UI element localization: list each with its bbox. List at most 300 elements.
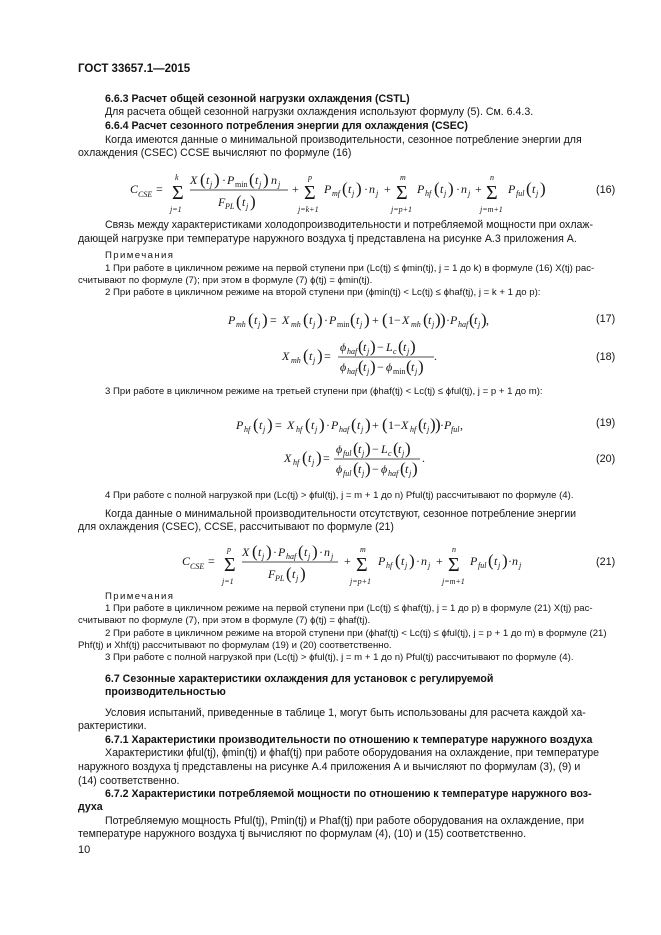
svg-text:(: (: [302, 448, 308, 467]
svg-text:t: t: [405, 462, 409, 476]
svg-text:): ): [250, 192, 256, 211]
svg-text:t: t: [356, 313, 360, 327]
svg-text:t: t: [348, 182, 352, 196]
svg-text:(: (: [342, 179, 348, 198]
svg-text:P: P: [228, 313, 236, 327]
svg-text:k: k: [175, 173, 179, 182]
svg-text:mh: mh: [411, 320, 421, 329]
equation-number: (19): [596, 417, 616, 429]
svg-text:n: n: [452, 545, 456, 554]
svg-text:t: t: [309, 313, 313, 327]
section-heading-6-6-4: 6.6.4 Расчет сезонного потребления энергии для охлаждения (CSEC): [105, 120, 468, 132]
svg-text:n: n: [461, 182, 467, 196]
svg-text:): ): [435, 415, 441, 434]
section-heading-6-6-3: 6.6.3 Расчет общей сезонной нагрузки охлаждения (CSTL): [105, 93, 410, 105]
svg-text:Σ: Σ: [448, 554, 460, 576]
svg-text:hf: hf: [425, 189, 432, 198]
section-heading-6-7-cont: производительностью: [105, 686, 226, 698]
svg-text:j: j: [468, 189, 471, 198]
svg-text:t: t: [357, 418, 361, 432]
paragraph-6-6-3: Для расчета общей сезонной нагрузки охлаждения используют формулу (5). См. 6.4.3.: [105, 106, 534, 118]
svg-text:n: n: [369, 182, 375, 196]
svg-text:j: j: [519, 561, 522, 570]
svg-text:j: j: [258, 320, 261, 329]
svg-text:X: X: [284, 451, 292, 465]
svg-text:j=m+1: j=m+1: [480, 205, 503, 214]
svg-text:j: j: [367, 367, 370, 376]
svg-text:hf: hf: [410, 425, 417, 434]
svg-text:t: t: [423, 418, 427, 432]
svg-text:.: .: [422, 451, 425, 465]
svg-text:j: j: [313, 320, 316, 329]
svg-text:(: (: [526, 179, 532, 198]
svg-text:CSE: CSE: [190, 562, 205, 571]
svg-text:ϕ: ϕ: [340, 340, 347, 354]
svg-text:=: =: [323, 451, 330, 465]
svg-text:j: j: [402, 449, 405, 458]
svg-text:j: j: [361, 425, 364, 434]
svg-text:t: t: [309, 349, 313, 363]
svg-text:X: X: [287, 418, 295, 432]
notes-title: Примечания: [105, 250, 175, 261]
svg-text:mh: mh: [291, 356, 301, 365]
formula-19: [236, 413, 466, 440]
svg-text:t: t: [428, 313, 432, 327]
paragraph-line: температуре наружного воздуха tj вычисляют по формулам (4), (10) и (15) соответственно.: [78, 828, 527, 840]
svg-text:(: (: [418, 415, 424, 434]
svg-text:j: j: [367, 347, 370, 356]
formula-16: [130, 168, 550, 219]
svg-text:j=p+1: j=p+1: [391, 205, 413, 214]
svg-text:): ): [266, 542, 272, 561]
svg-text:t: t: [363, 360, 367, 374]
svg-text:(: (: [423, 310, 429, 329]
svg-text:t: t: [308, 451, 312, 465]
svg-text:F: F: [218, 195, 226, 209]
svg-text:): ): [540, 179, 546, 198]
svg-text:): ): [365, 459, 371, 478]
svg-text:j: j: [405, 561, 408, 570]
svg-text:j=p+1: j=p+1: [350, 577, 372, 586]
svg-text:j: j: [407, 347, 410, 356]
svg-text:hf: hf: [386, 561, 393, 570]
svg-text:(: (: [434, 179, 440, 198]
section-heading-6-7: 6.7 Сезонные характеристики охлаждения для установок с регулируемой: [105, 673, 494, 685]
svg-text:t: t: [254, 313, 258, 327]
svg-text:t: t: [304, 545, 308, 559]
svg-text:(: (: [286, 564, 292, 583]
svg-text:+: +: [384, 182, 391, 196]
svg-text:(: (: [236, 192, 242, 211]
svg-text:(: (: [382, 415, 388, 434]
svg-text:P: P: [417, 182, 425, 196]
paragraph-line: (14) соответственно.: [78, 775, 180, 787]
svg-text:Σ: Σ: [304, 182, 316, 204]
svg-text:1−: 1−: [388, 418, 401, 432]
svg-text:t: t: [292, 567, 296, 581]
svg-text:m: m: [360, 545, 366, 554]
svg-text:P: P: [508, 182, 516, 196]
svg-text:·: ·: [319, 545, 323, 559]
svg-text:): ): [502, 551, 508, 570]
svg-text:t: t: [358, 462, 362, 476]
svg-text:): ): [364, 310, 370, 329]
paragraph-line: Когда имеются данные о минимальной производительности, сезонное потребление энергии для: [105, 134, 582, 146]
svg-text:ϕ: ϕ: [336, 462, 343, 476]
svg-text:CSE: CSE: [138, 190, 153, 199]
svg-text:L: L: [381, 442, 388, 456]
paragraph-line: Потребляемую мощность Pful(tj), Pmin(tj) и Phaf(tj) при работе оборудования на охлаждение, при: [105, 815, 585, 827]
svg-text:,: ,: [486, 313, 489, 327]
svg-text:(: (: [252, 542, 258, 561]
svg-text:(: (: [200, 170, 206, 189]
svg-text:P: P: [278, 545, 286, 559]
svg-text:): ): [365, 439, 371, 458]
svg-text:·: ·: [222, 173, 226, 187]
svg-text:+: +: [292, 182, 299, 196]
svg-text:,: ,: [460, 418, 463, 432]
svg-text:X: X: [242, 545, 250, 559]
svg-text:n: n: [490, 173, 494, 182]
svg-text:): ): [262, 310, 268, 329]
svg-text:·: ·: [508, 554, 512, 568]
equation-number: (17): [596, 313, 616, 325]
svg-text:+: +: [372, 418, 379, 432]
svg-text:=: =: [275, 418, 282, 432]
svg-text:j=k+1: j=k+1: [298, 205, 319, 214]
svg-text:t: t: [403, 340, 407, 354]
page-number: 10: [78, 844, 91, 856]
svg-text:haf: haf: [347, 367, 358, 376]
svg-text:): ): [435, 310, 441, 329]
svg-text:j: j: [278, 180, 281, 189]
svg-text:hf: hf: [244, 425, 251, 434]
svg-text:hf: hf: [293, 458, 300, 467]
svg-text:): ): [316, 448, 322, 467]
svg-text:(: (: [353, 439, 359, 458]
svg-text:): ): [300, 564, 306, 583]
svg-text:ϕ: ϕ: [386, 360, 393, 374]
svg-text:j: j: [262, 552, 265, 561]
svg-text:j: j: [478, 320, 481, 329]
formula-18: [282, 338, 442, 383]
svg-text:hf: hf: [296, 425, 303, 434]
svg-text:PL: PL: [225, 202, 235, 211]
svg-text:haf: haf: [458, 320, 469, 329]
svg-text:t: t: [494, 554, 498, 568]
svg-text:t: t: [255, 173, 259, 187]
document-header: ГОСТ 33657.1—2015: [78, 63, 191, 75]
paragraph-line: Характеристики ϕful(tj), ϕmin(tj) и ϕhaf(tj) при работе оборудования на охлаждение, при температуре: [105, 747, 600, 759]
svg-text:mh: mh: [291, 320, 301, 329]
svg-text:t: t: [363, 340, 367, 354]
svg-text:j: j: [409, 469, 412, 478]
svg-text:P: P: [236, 418, 244, 432]
svg-text:j: j: [312, 458, 315, 467]
formula-20: [284, 440, 434, 485]
svg-text:n: n: [421, 554, 427, 568]
svg-text:j: j: [313, 356, 316, 365]
paragraph-line: рактеристики.: [78, 720, 147, 732]
svg-text:(: (: [382, 310, 388, 329]
svg-text:): ): [356, 179, 362, 198]
svg-text:j: j: [362, 449, 365, 458]
svg-text:t: t: [258, 545, 262, 559]
svg-text:+: +: [372, 313, 379, 327]
svg-text:t: t: [411, 360, 415, 374]
svg-text:C: C: [182, 554, 191, 568]
svg-text:t: t: [532, 182, 536, 196]
svg-text:): ): [317, 310, 323, 329]
svg-text:(: (: [406, 357, 412, 376]
svg-text:): ): [440, 310, 446, 329]
note-line: Phf(tj) и Xhf(tj) рассчитывают по формулам (19) и (20) соответственно.: [78, 640, 392, 651]
svg-text:=: =: [324, 349, 331, 363]
svg-text:ϕ: ϕ: [381, 462, 388, 476]
svg-text:): ): [214, 170, 220, 189]
svg-text:haf: haf: [339, 425, 350, 434]
svg-text:+: +: [436, 554, 443, 568]
note-line: 4 При работе с полной нагрузкой при (Lc(tj) > ϕful(tj), j = m + 1 до n) Pful(tj) рассчитывают по формуле (4).: [105, 490, 574, 501]
svg-text:): ): [312, 542, 318, 561]
paragraph-line: Условия испытаний, приведенные в таблице 1, могут быть использованы для расчета каждой ха-: [105, 707, 586, 719]
svg-text:m: m: [400, 173, 406, 182]
paragraph-line: Связь между характеристиками холодопроизводительности и потребляемой мощности при охлаж-: [105, 219, 594, 231]
svg-text:(: (: [350, 310, 356, 329]
svg-text:j: j: [315, 425, 318, 434]
svg-text:j: j: [536, 189, 539, 198]
note-line: 2 При работе в цикличном режиме на второй ступени при (ϕmin(tj) < Lc(tj) ≤ ϕhaf(tj), j = k + 1 до p):: [105, 287, 541, 298]
svg-text:j: j: [308, 552, 311, 561]
svg-text:−: −: [372, 462, 379, 476]
svg-text:·: ·: [440, 418, 444, 432]
svg-text:·: ·: [324, 313, 328, 327]
svg-text:(: (: [395, 551, 401, 570]
svg-text:min: min: [393, 367, 406, 376]
svg-text:t: t: [206, 173, 210, 187]
svg-text:P: P: [331, 418, 339, 432]
svg-text:P: P: [227, 173, 235, 187]
svg-text:min: min: [235, 180, 248, 189]
svg-text:(: (: [353, 459, 359, 478]
section-heading-6-7-1: 6.7.1 Характеристики производительности по отношению к температуре наружного воздуха: [105, 734, 593, 746]
svg-text:): ): [263, 170, 269, 189]
svg-text:F: F: [268, 567, 276, 581]
svg-text:(: (: [298, 542, 304, 561]
paragraph-line: Когда данные о минимальной производительности отсутствуют, сезонное потребление энергии: [105, 508, 577, 520]
svg-text:L: L: [386, 340, 393, 354]
svg-text:X: X: [190, 173, 198, 187]
svg-text:): ): [370, 357, 376, 376]
svg-text:Σ: Σ: [486, 182, 498, 204]
svg-text:j: j: [360, 320, 363, 329]
svg-text:PL: PL: [275, 574, 285, 583]
svg-text:j=1: j=1: [170, 205, 182, 214]
formula-21: [182, 540, 522, 591]
svg-text:P: P: [470, 554, 478, 568]
svg-text:(: (: [249, 170, 255, 189]
svg-text:j: j: [362, 469, 365, 478]
svg-text:X: X: [282, 349, 290, 363]
svg-text:): ): [370, 337, 376, 356]
svg-text:(: (: [303, 346, 309, 365]
svg-text:Σ: Σ: [356, 554, 368, 576]
paragraph-line: охлаждения (CSEC) CCSE вычисляют по формуле (16): [78, 147, 352, 159]
note-line: 2 При работе в цикличном режиме на второй ступени при (ϕhaf(tj) < Lc(tj) ≤ ϕful(tj), j = p + 1 до m) в формуле (21): [105, 628, 607, 639]
svg-text:j: j: [376, 189, 379, 198]
svg-text:haf: haf: [347, 347, 358, 356]
svg-text:haf: haf: [286, 552, 297, 561]
svg-text:): ): [410, 337, 416, 356]
svg-text:): ): [319, 415, 325, 434]
svg-text:C: C: [130, 182, 139, 196]
svg-text:j: j: [415, 367, 418, 376]
svg-text:): ): [418, 357, 424, 376]
svg-text:ful: ful: [343, 449, 352, 458]
svg-text:j=1: j=1: [222, 577, 234, 586]
svg-text:−: −: [377, 360, 384, 374]
equation-number: (21): [596, 556, 616, 568]
svg-text:(: (: [303, 310, 309, 329]
svg-text:(: (: [358, 337, 364, 356]
svg-text:p: p: [227, 545, 231, 554]
svg-text:min: min: [337, 320, 350, 329]
svg-text:c: c: [388, 449, 392, 458]
svg-text:j: j: [352, 189, 355, 198]
svg-text:ϕ: ϕ: [340, 360, 347, 374]
svg-text:(: (: [400, 459, 406, 478]
svg-text:·: ·: [326, 418, 330, 432]
svg-text:P: P: [378, 554, 386, 568]
svg-text:): ): [317, 346, 323, 365]
svg-text:j: j: [428, 561, 431, 570]
svg-text:(: (: [248, 310, 254, 329]
paragraph-line: дающей нагрузке при температуре наружного воздуха tj представлена на рисунке А.3 приложения А.: [78, 233, 577, 245]
svg-text:): ): [481, 310, 487, 329]
svg-text:+: +: [475, 182, 482, 196]
svg-text:): ): [448, 179, 454, 198]
svg-text:ful: ful: [516, 189, 525, 198]
svg-text:t: t: [311, 418, 315, 432]
formula-17: [228, 308, 488, 335]
svg-text:t: t: [401, 554, 405, 568]
svg-text:Σ: Σ: [224, 554, 236, 576]
note-line: 1 При работе в цикличном режиме на первой ступени при (Lc(tj) ≤ ϕmin(tj), j = 1 до k) в формуле (16) X(tj) рас-: [105, 263, 595, 274]
equation-number: (20): [596, 453, 616, 465]
svg-text:t: t: [358, 442, 362, 456]
svg-text:·: ·: [273, 545, 277, 559]
note-line: 3 При работе с полной нагрузкой при (Lc(tj) > ϕful(tj), j = m + 1 до n) Pful(tj) рассчитывают по формуле (4).: [105, 652, 574, 663]
svg-text:): ): [365, 415, 371, 434]
paragraph-line: наружного воздуха tj представлены на рисунке А.4 приложения А и вычисляют по формулам (3), (9) и: [78, 761, 581, 773]
svg-text:P: P: [329, 313, 337, 327]
paragraph-line: для охлаждения (CSEC), CCSE, рассчитывают по формуле (21): [78, 521, 394, 533]
svg-text:t: t: [474, 313, 478, 327]
svg-text:j: j: [259, 180, 262, 189]
svg-text:c: c: [393, 347, 397, 356]
svg-text:j: j: [296, 574, 299, 583]
svg-text:(: (: [305, 415, 311, 434]
svg-text:): ): [430, 415, 436, 434]
svg-text:(: (: [488, 551, 494, 570]
svg-text:): ): [409, 551, 415, 570]
svg-text:j: j: [263, 425, 266, 434]
svg-text:mf: mf: [332, 189, 340, 198]
svg-text:·: ·: [364, 182, 368, 196]
svg-text:P: P: [324, 182, 332, 196]
svg-text:j: j: [432, 320, 435, 329]
svg-text:P: P: [444, 418, 452, 432]
section-heading-6-7-2: 6.7.2 Характеристики потребляемой мощности по отношению к температуре наружного воз-: [105, 788, 592, 800]
svg-text:(: (: [351, 415, 357, 434]
svg-text:(: (: [469, 310, 475, 329]
svg-text:t: t: [259, 418, 263, 432]
svg-text:(: (: [358, 357, 364, 376]
equation-number: (18): [596, 351, 616, 363]
svg-text:=: =: [156, 182, 163, 196]
svg-text:.: .: [434, 349, 437, 363]
svg-text:j: j: [210, 180, 213, 189]
svg-text:X: X: [401, 418, 409, 432]
section-heading-6-7-2-cont: духа: [78, 801, 103, 813]
svg-text:P: P: [450, 313, 458, 327]
svg-text:t: t: [398, 442, 402, 456]
svg-text:·: ·: [456, 182, 460, 196]
note-line: 1 При работе в цикличном режиме на первой ступени при (Lc(tj) ≤ ϕhaf(tj), j = 1 до p) в формуле (21) X(tj) рас-: [105, 603, 593, 614]
note-line: 3 При работе в цикличном режиме на третьей ступени при (ϕhaf(tj) < Lc(tj) ≤ ϕful(tj), j = p + 1 до m):: [105, 386, 543, 397]
equation-number: (16): [596, 184, 616, 196]
svg-text:mh: mh: [236, 320, 246, 329]
svg-text:j: j: [427, 425, 430, 434]
svg-text:=: =: [270, 313, 277, 327]
svg-text:j=m+1: j=m+1: [442, 577, 465, 586]
svg-text:+: +: [344, 554, 351, 568]
svg-text:j: j: [246, 202, 249, 211]
svg-text:j: j: [331, 552, 334, 561]
svg-text:haf: haf: [388, 469, 399, 478]
svg-text:ful: ful: [451, 425, 460, 434]
svg-text:−: −: [377, 340, 384, 354]
svg-text:·: ·: [416, 554, 420, 568]
svg-text:−: −: [372, 442, 379, 456]
svg-text:·: ·: [446, 313, 450, 327]
svg-text:(: (: [393, 439, 399, 458]
svg-text:Σ: Σ: [172, 182, 184, 204]
svg-text:=: =: [208, 554, 215, 568]
svg-text:n: n: [324, 545, 330, 559]
note-line: считывают по формуле (7); при этом в формуле (7) ϕ(tj) = ϕmin(tj).: [78, 275, 373, 286]
svg-text:n: n: [271, 173, 277, 187]
svg-text:p: p: [308, 173, 312, 182]
svg-text:1−: 1−: [388, 313, 401, 327]
notes-title: Примечания: [105, 591, 175, 602]
svg-text:ful: ful: [343, 469, 352, 478]
svg-text:): ): [405, 439, 411, 458]
svg-text:j: j: [498, 561, 501, 570]
note-line: считывают по формуле (7), при этом в формуле (7) ϕ(tj) = ϕhaf(tj).: [78, 615, 371, 626]
svg-text:X: X: [402, 313, 410, 327]
svg-text:ϕ: ϕ: [336, 442, 343, 456]
svg-text:): ): [267, 415, 273, 434]
svg-text:j: j: [444, 189, 447, 198]
svg-text:n: n: [512, 554, 518, 568]
svg-text:ful: ful: [478, 561, 487, 570]
svg-text:t: t: [440, 182, 444, 196]
svg-text:): ): [412, 459, 418, 478]
svg-text:X: X: [282, 313, 290, 327]
svg-text:t: t: [242, 195, 246, 209]
svg-text:(: (: [253, 415, 259, 434]
